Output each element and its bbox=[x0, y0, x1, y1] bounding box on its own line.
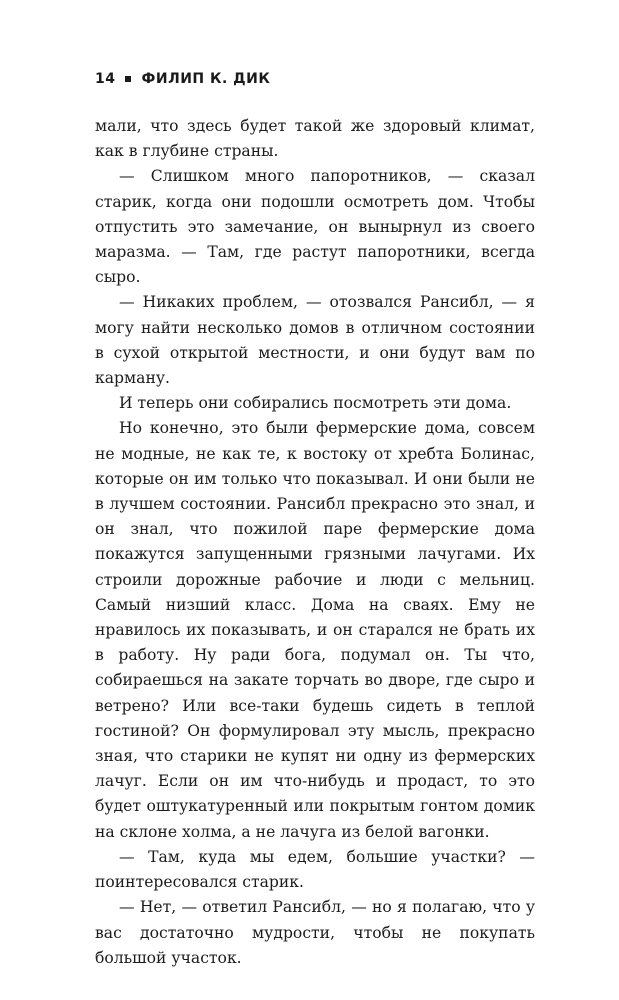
running-header bbox=[95, 71, 270, 87]
page-number: 14 bbox=[95, 71, 116, 87]
paragraph-5: Но конечно, это были фермерские дома, совсем не модные, не как те, к востоку от хребта Болинас, которые он им только что показывал. И они были не в лучшем состоянии. Рансибл прекрасно это знал, и он знал, что пожилой паре фермерские дома покажутся запущенными грязными лачугами. Их строили дорожные рабочие и люди с мельниц. Самый низший класс. Дома на сваях. Ему не нравилось их показывать, и он старался не брать их в работу. Ну ради бога, подумал он. Ты что, собираешься на закате торчать во дворе, где сыро и ветрено? Или все-таки будешь сидеть в теплой гостиной? Он формулировал эту мысль, прекрасно зная, что старики не купят ни одну из фермерских лачуг. Если он им что-нибудь и продаст, то это будет оштукатуренный или покрытым гонтом домик на склоне холма, а не лачуга из белой вагонки. bbox=[95, 419, 535, 841]
paragraph-2: — Слишком много папоротников, — сказал старик, когда они подошли осмотреть дом. Чтобы отпустить это замечание, он вынырнул из своего маразма. — Там, где растут папоротники, всегда сыро. bbox=[95, 167, 535, 287]
paragraph-3: — Никаких проблем, — отозвался Рансибл, — я могу найти несколько домов в отличном состоянии в сухой открытой местности, и они будут вам по карману. bbox=[95, 293, 535, 388]
paragraph-4: И теперь они собирались посмотреть эти дома. bbox=[119, 394, 512, 413]
author-name: ФИЛИП К. ДИК bbox=[141, 71, 271, 87]
paragraph-1: мали, что здесь будет такой же здоровый климат, как в глубине страны. bbox=[95, 117, 535, 161]
separator-square-icon bbox=[125, 76, 131, 82]
paragraph-6: — Там, куда мы едем, большие участки? — поинтересовался старик. bbox=[95, 847, 535, 892]
text-body bbox=[95, 114, 535, 971]
paragraph-7: — Нет, — ответил Рансибл, — но я полагаю, что у вас достаточно мудрости, чтобы не покупать большой участок. bbox=[95, 898, 535, 967]
